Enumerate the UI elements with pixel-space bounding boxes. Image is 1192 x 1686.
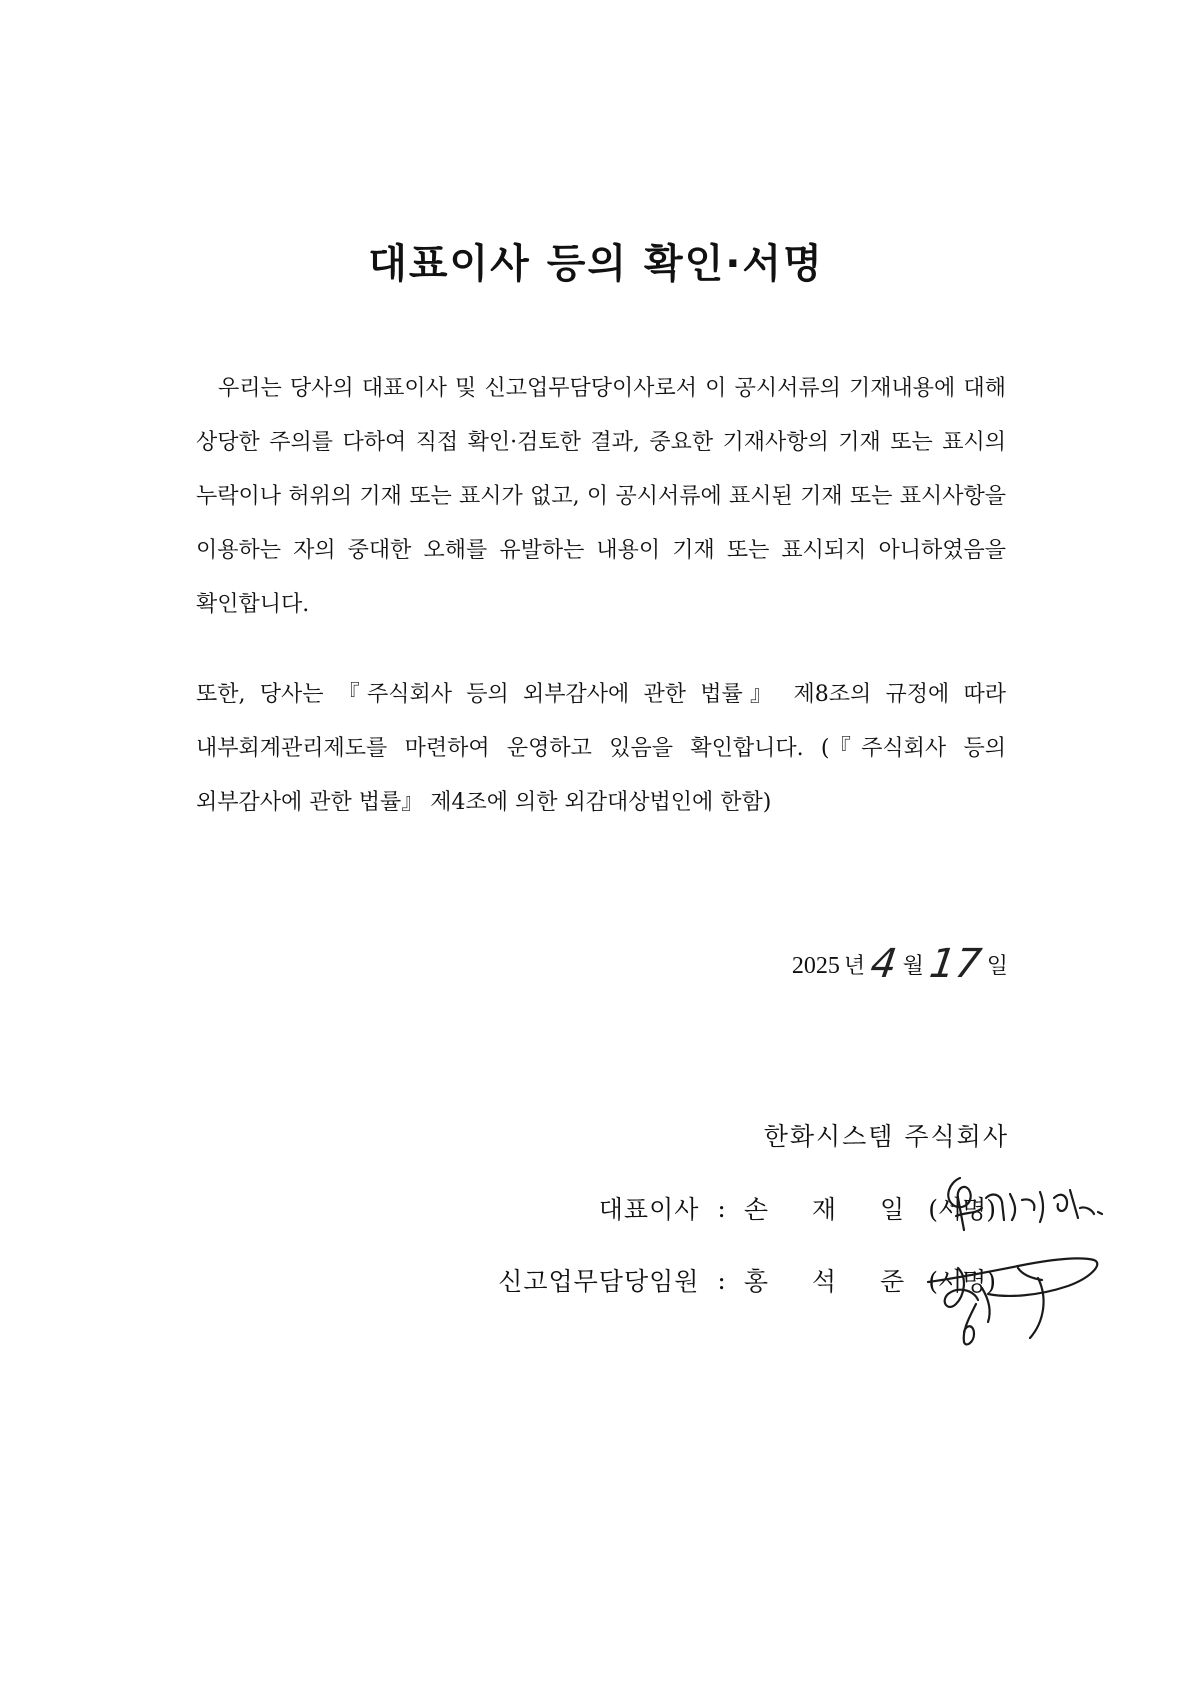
signatory-name: 홍 석 준 — [743, 1267, 923, 1296]
signatory-colon: : — [717, 1265, 726, 1295]
date-day-unit: 일 — [986, 954, 1008, 979]
signatory-role: 대표이사 — [598, 1195, 700, 1224]
company-name: 한화시스템 주식회사 — [763, 1122, 1009, 1151]
signatory-role: 신고업무담당임원 — [498, 1267, 700, 1296]
confirmation-paragraph: 우리는 당사의 대표이사 및 신고업무담당이사로서 이 공시서류의 기재내용에 대해 상당한 주의를 다하여 직접 확인·검토한 결과, 중요한 기재사항의 기재 또는 표시의 누락이나 허위의 기재 또는 표시가 없고, 이 공시서류에 표시된 기재 또는 표시사항을 이용하는 자의 중대한 오해를 유발하는 내용이 기재 또는 표시되지 아니하였음을 확인합니다. — [196, 376, 1006, 617]
signatory-colon: : — [717, 1193, 726, 1223]
date-year: 2025 — [791, 953, 840, 979]
internal-control-paragraph: 또한, 당사는 『주식회사 등의 외부감사에 관한 법률』 제8조의 규정에 따라 내부회계관리제도를 마련하여 운영하고 있음을 확인합니다. (『주식회사 등의 외부감사에 관한 법률』 제4조에 의한 외감대상법인에 한함) — [196, 682, 1006, 815]
signatory-disclosure-officer — [498, 1262, 996, 1298]
date-day-handwritten: 17 — [926, 941, 984, 987]
date-year-unit: 년 — [843, 954, 866, 979]
document-title: 대표이사 등의 확인·서명 — [368, 241, 824, 287]
signature-marker: (서명) — [928, 1267, 996, 1296]
signing-date — [791, 940, 1008, 987]
date-month-handwritten: 4 — [867, 941, 900, 987]
signatory-ceo — [599, 1190, 996, 1226]
signatory-name: 손 재 일 — [743, 1195, 923, 1224]
signature-marker: (서명) — [928, 1195, 996, 1224]
date-month-unit: 월 — [902, 954, 924, 979]
